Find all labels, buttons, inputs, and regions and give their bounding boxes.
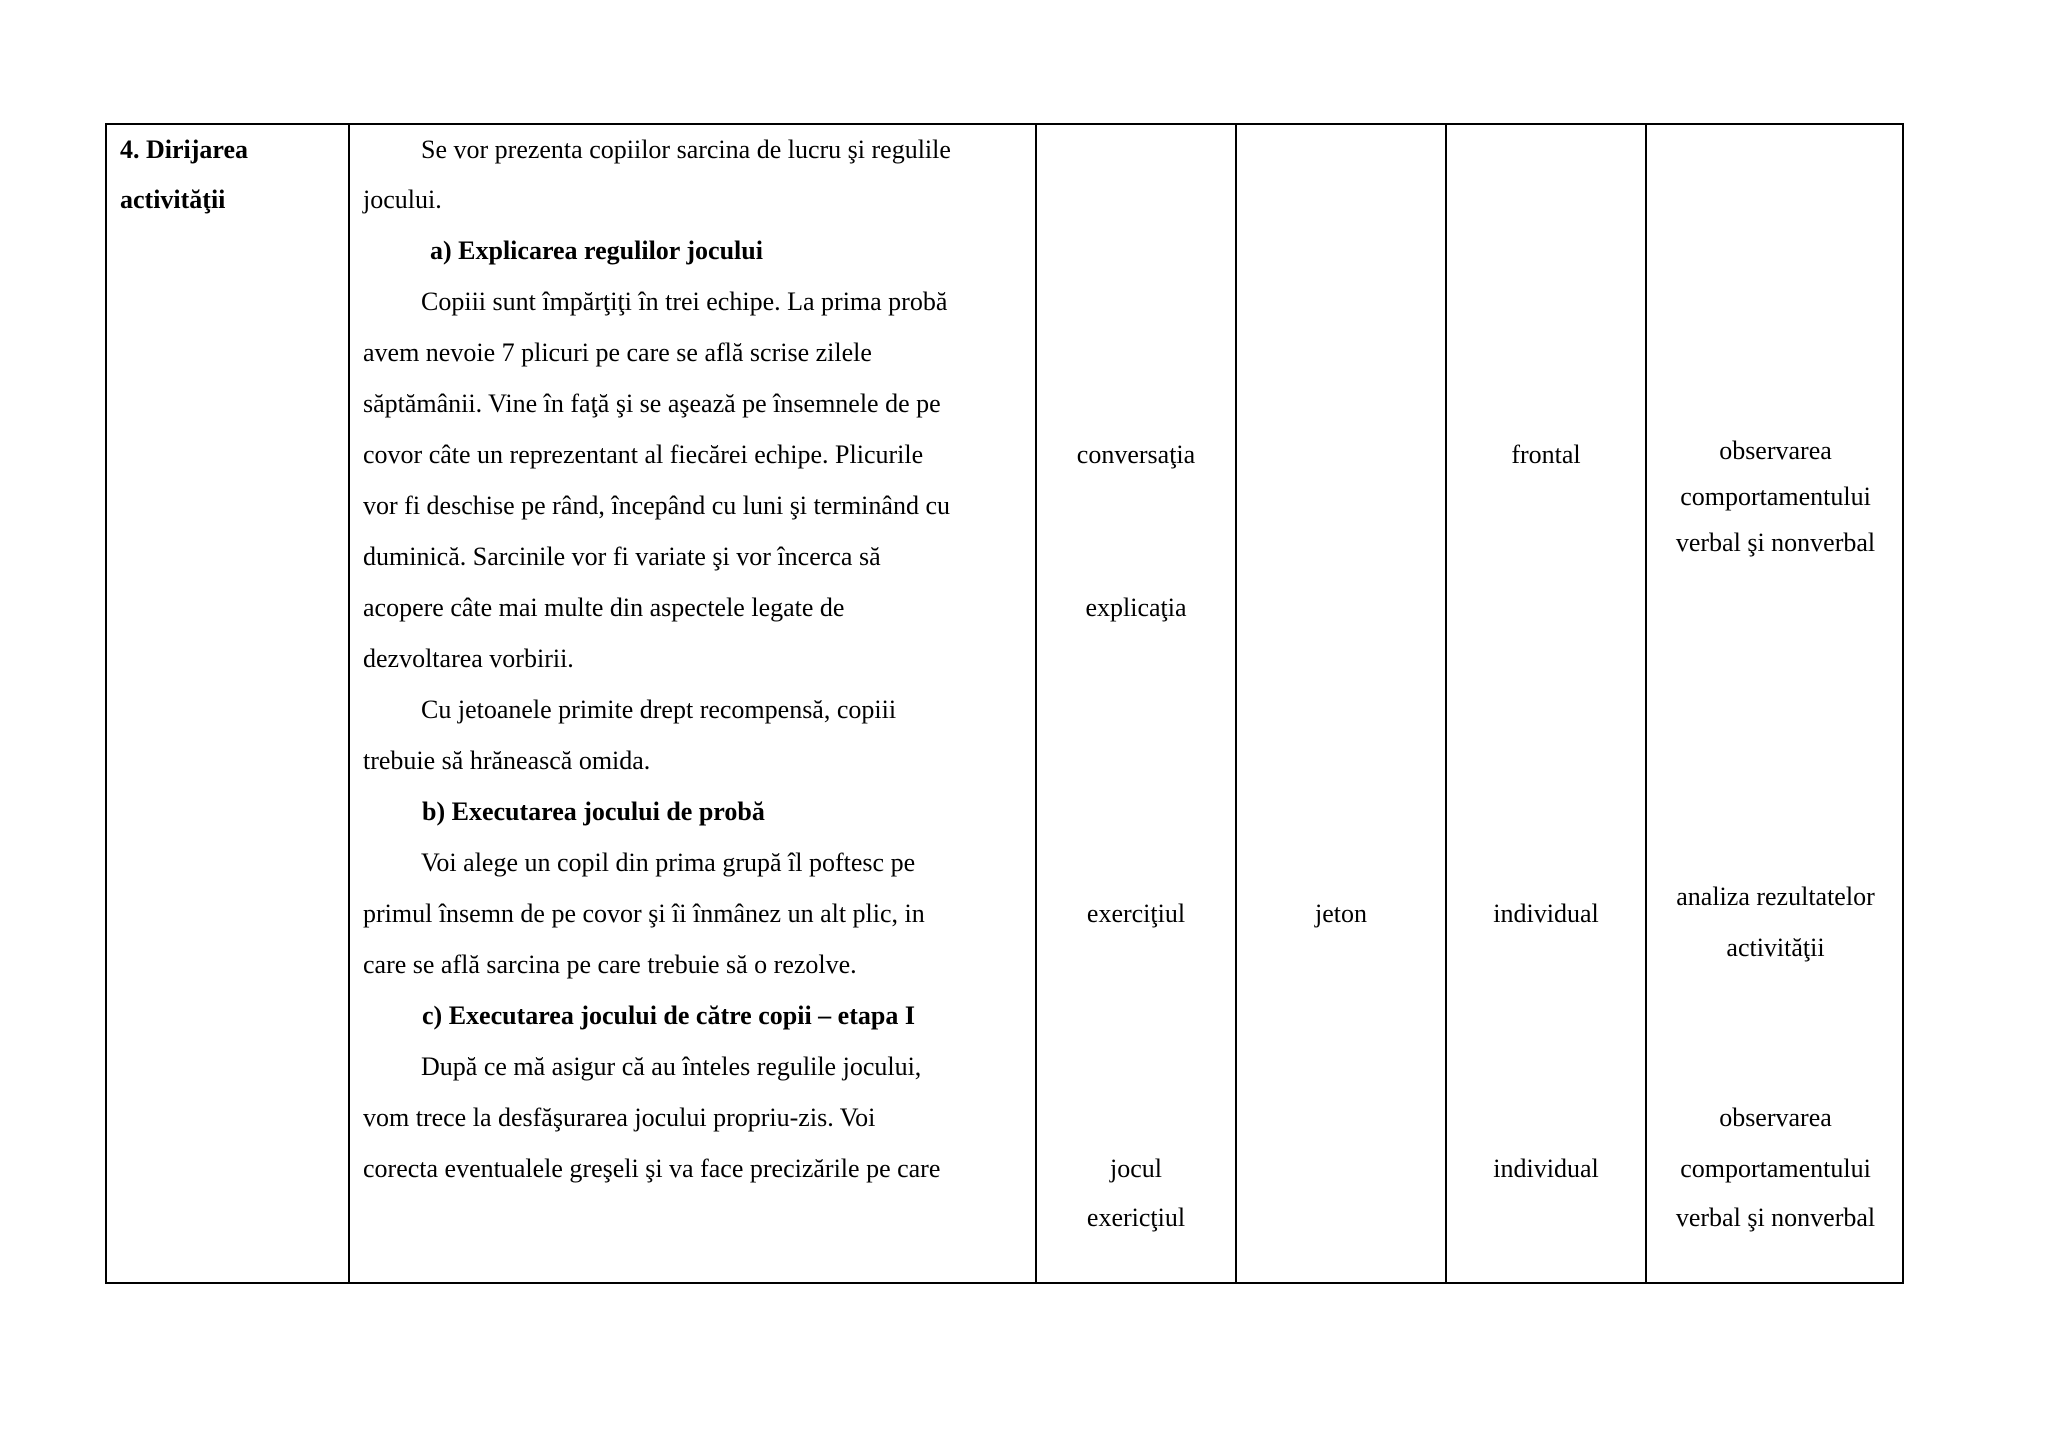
paragraph-line: Cu jetoanele primite drept recompensă, copiii <box>421 695 897 724</box>
evaluation-line: comportamentului <box>1680 1154 1871 1183</box>
evaluation-line: observarea <box>1719 436 1832 465</box>
paragraph-line: vor fi deschise pe rând, începând cu luni şi terminând cu <box>363 491 950 520</box>
heading-a: a) Explicarea regulilor jocului <box>430 236 763 265</box>
paragraph-line: dezvoltarea vorbirii. <box>363 644 574 673</box>
evaluation-line: activităţii <box>1726 933 1825 962</box>
paragraph-line: După ce mă asigur că au înteles regulile jocului, <box>421 1052 922 1081</box>
evaluation-line: verbal şi nonverbal <box>1675 1203 1876 1232</box>
organization-item: individual <box>1493 1154 1599 1183</box>
method-item: exerciţiul <box>1086 899 1186 928</box>
organization-item: frontal <box>1511 440 1581 469</box>
lesson-plan-table <box>105 123 1904 1284</box>
paragraph-line: duminică. Sarcinile vor fi variate şi vor încerca să <box>363 542 881 571</box>
paragraph-line: care se află sarcina pe care trebuie să o rezolve. <box>363 950 857 979</box>
stage-title-line: activităţii <box>120 185 226 214</box>
heading-c: c) Executarea jocului de către copii – etapa I <box>422 1001 915 1030</box>
evaluation-line: analiza rezultatelor <box>1676 882 1875 911</box>
stage-cell <box>107 125 348 1282</box>
materials-cell <box>1237 125 1445 1282</box>
organization-item: individual <box>1493 899 1599 928</box>
paragraph-line: acopere câte mai multe din aspectele legate de <box>363 593 845 622</box>
paragraph-line: corecta eventualele greşeli şi va face precizările pe care <box>363 1154 941 1183</box>
paragraph-line: covor câte un reprezentant al fiecărei echipe. Plicurile <box>363 440 924 469</box>
organization-cell <box>1447 125 1645 1282</box>
paragraph-line: avem nevoie 7 plicuri pe care se află scrise zilele <box>363 338 872 367</box>
content-cell <box>350 125 1035 1282</box>
evaluation-line: observarea <box>1719 1103 1832 1132</box>
paragraph-line: Voi alege un copil din prima grupă îl poftesc pe <box>421 848 916 877</box>
paragraph-line: vom trece la desfăşurarea jocului propriu-zis. Voi <box>363 1103 876 1132</box>
method-item: jocul <box>1110 1154 1162 1183</box>
method-item: conversaţia <box>1076 440 1196 469</box>
paragraph-line: săptămânii. Vine în faţă şi se aşează pe însemnele de pe <box>363 389 941 418</box>
methods-cell <box>1037 125 1235 1282</box>
evaluation-cell <box>1647 125 1904 1282</box>
material-item: jeton <box>1315 899 1367 928</box>
paragraph-line: trebuie să hrănească omida. <box>363 746 651 775</box>
intro-line: jocului. <box>363 185 442 214</box>
method-item: explicaţia <box>1085 593 1187 622</box>
paragraph-line: Copiii sunt împărţiţi în trei echipe. La prima probă <box>421 287 948 316</box>
stage-title-line: 4. Dirijarea <box>120 135 249 164</box>
method-item: exericţiul <box>1086 1203 1186 1232</box>
intro-line: Se vor prezenta copiilor sarcina de lucru şi regulile <box>421 135 951 164</box>
evaluation-line: verbal şi nonverbal <box>1675 528 1876 557</box>
evaluation-line: comportamentului <box>1680 482 1871 511</box>
paragraph-line: primul însemn de pe covor şi îi înmânez un alt plic, in <box>363 899 925 928</box>
heading-b: b) Executarea jocului de probă <box>422 797 765 826</box>
